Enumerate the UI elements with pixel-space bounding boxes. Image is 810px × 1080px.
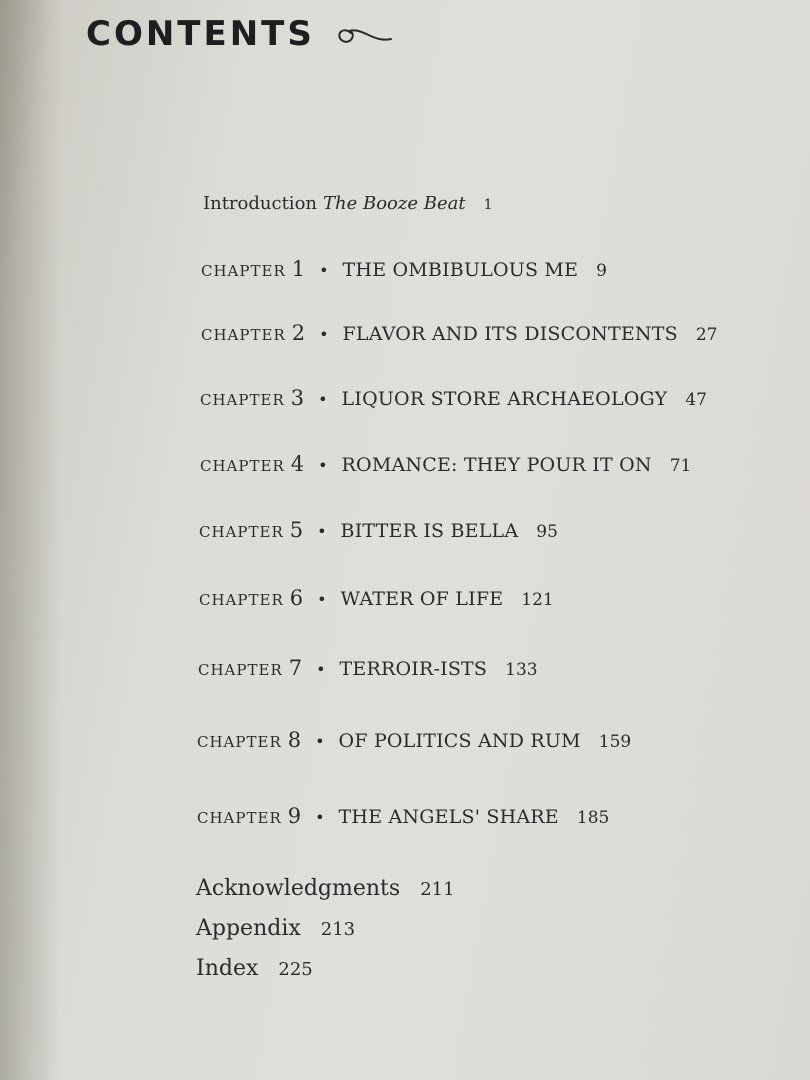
toc-entry-appendix xyxy=(196,916,355,941)
bullet-icon: • xyxy=(319,325,329,344)
bullet-icon: • xyxy=(317,590,327,609)
chapter-label: CHAPTER xyxy=(201,262,286,280)
chapter-number: 2 xyxy=(291,321,306,345)
chapter-number: 7 xyxy=(288,656,303,680)
bullet-icon: • xyxy=(318,390,328,409)
back-matter-label: Index xyxy=(196,956,259,981)
header xyxy=(86,14,395,54)
chapter-label: CHAPTER xyxy=(200,391,285,409)
chapter-page-number: 159 xyxy=(598,732,632,752)
chapter-page-number: 9 xyxy=(596,261,607,281)
toc-entry-index xyxy=(196,956,313,981)
chapter-title: LIQUOR STORE ARCHAEOLOGY xyxy=(341,388,668,410)
chapter-number: 3 xyxy=(290,386,305,410)
bullet-icon: • xyxy=(315,732,325,751)
chapter-number: 5 xyxy=(289,518,304,542)
chapter-page-number: 133 xyxy=(505,660,538,680)
chapter-page-number: 47 xyxy=(685,390,707,410)
chapter-label: CHAPTER xyxy=(197,809,282,827)
chapter-title: FLAVOR AND ITS DISCONTENTS xyxy=(342,323,678,345)
back-matter-page-number: 225 xyxy=(278,959,313,980)
chapter-page-number: 185 xyxy=(576,808,610,828)
toc-entry-chapter-4 xyxy=(200,452,691,476)
bullet-icon: • xyxy=(319,261,329,280)
chapter-title: OF POLITICS AND RUM xyxy=(338,730,581,752)
toc-entry-chapter-1 xyxy=(201,257,607,281)
bullet-icon: • xyxy=(315,808,325,827)
chapter-title: TERROIR-ISTS xyxy=(339,658,488,680)
chapter-title: THE ANGELS' SHARE xyxy=(338,806,559,828)
chapter-label: CHAPTER xyxy=(200,457,285,475)
chapter-title: BITTER IS BELLA xyxy=(340,520,519,542)
toc-entry-chapter-6 xyxy=(199,586,554,610)
chapter-number: 6 xyxy=(289,586,304,610)
chapter-page-number: 27 xyxy=(695,325,718,345)
toc-entry-acknowledgments xyxy=(196,876,455,901)
toc-entry-introduction xyxy=(203,193,493,214)
chapter-title: WATER OF LIFE xyxy=(340,588,504,610)
page-title: CONTENTS xyxy=(86,14,315,54)
back-matter-page-number: 211 xyxy=(420,879,455,900)
toc-entry-chapter-5 xyxy=(199,518,558,542)
chapter-title: ROMANCE: THEY POUR IT ON xyxy=(341,454,652,476)
bullet-icon: • xyxy=(317,522,327,541)
chapter-label: CHAPTER xyxy=(201,326,286,344)
back-matter-page-number: 213 xyxy=(320,919,356,940)
chapter-number: 4 xyxy=(290,452,305,476)
toc-entry-chapter-9 xyxy=(197,804,609,828)
chapter-label: CHAPTER xyxy=(198,661,283,679)
chapter-page-number: 95 xyxy=(536,522,558,542)
chapter-page-number: 71 xyxy=(669,456,692,476)
flourish-icon xyxy=(333,23,395,49)
intro-label: Introduction xyxy=(203,193,317,214)
chapter-page-number: 121 xyxy=(521,590,554,610)
toc-entry-chapter-2 xyxy=(201,321,717,345)
intro-page-number: 1 xyxy=(483,197,493,213)
toc-entry-chapter-3 xyxy=(200,386,707,410)
chapter-number: 8 xyxy=(287,728,302,752)
back-matter-label: Appendix xyxy=(196,916,301,941)
bullet-icon: • xyxy=(318,456,328,475)
toc-entry-chapter-8 xyxy=(197,728,631,752)
chapter-label: CHAPTER xyxy=(199,591,284,609)
page-gutter-shadow xyxy=(0,0,60,1080)
chapter-title: THE OMBIBULOUS ME xyxy=(342,259,579,281)
bullet-icon: • xyxy=(316,660,326,679)
back-matter-label: Acknowledgments xyxy=(196,876,401,901)
intro-title: The Booze Beat xyxy=(323,193,466,214)
chapter-label: CHAPTER xyxy=(199,523,284,541)
chapter-number: 9 xyxy=(287,804,302,828)
chapter-label: CHAPTER xyxy=(197,733,282,751)
chapter-number: 1 xyxy=(291,257,306,281)
toc-entry-chapter-7 xyxy=(198,656,538,680)
